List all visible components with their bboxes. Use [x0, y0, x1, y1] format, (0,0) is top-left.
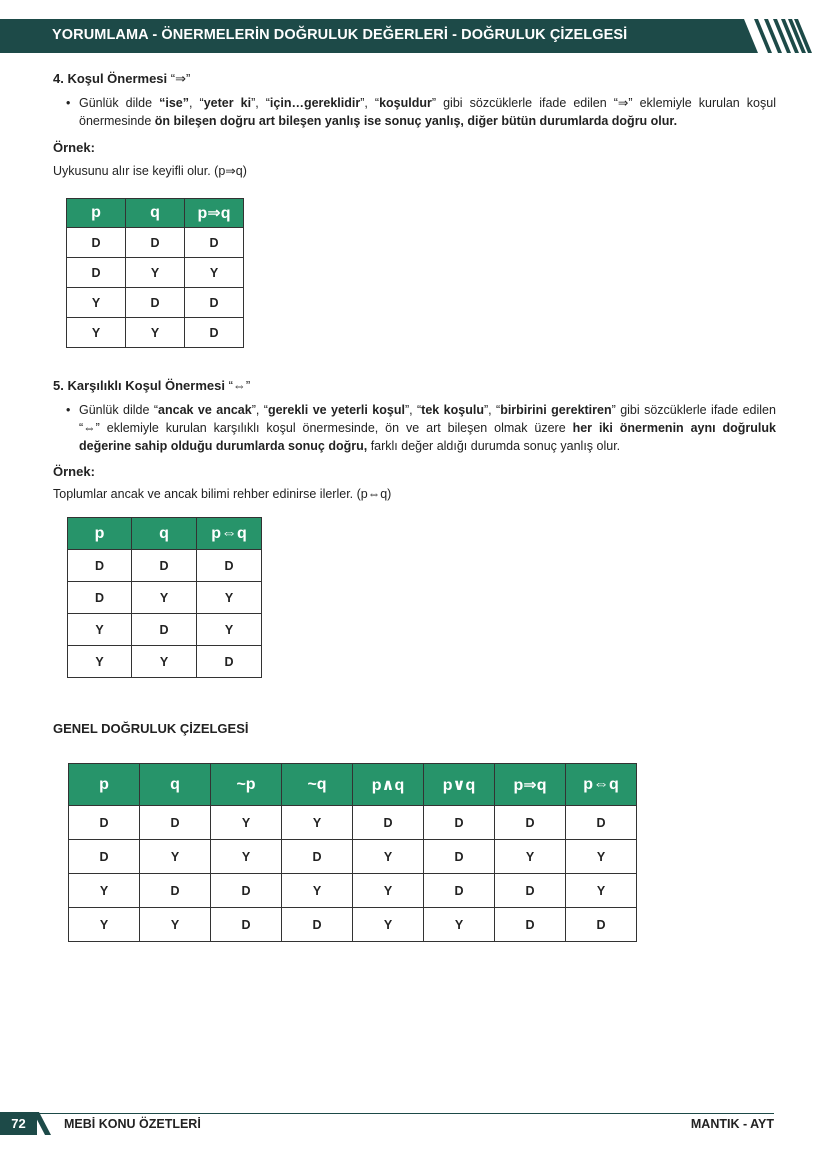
table-cell: D	[566, 908, 637, 942]
table-cell: D	[495, 806, 566, 840]
table-cell: Y	[197, 614, 262, 646]
bullet-bold-segment: her iki önermenin aynı doğruluk değerine sahip olduğu durumlarda sonuç doğru,	[79, 421, 776, 453]
section4-truth-table	[66, 198, 244, 348]
header-title: YORUMLAMA - ÖNERMELERİN DOĞRULUK DEĞERLERİ - DOĞRULUK ÇİZELGESİ	[52, 27, 628, 43]
bullet-segment: ”, “	[404, 403, 422, 417]
section5-title	[53, 378, 250, 393]
table-header-row	[68, 518, 262, 550]
table-cell: Y	[282, 806, 353, 840]
table-cell: D	[132, 550, 197, 582]
section4-bullet-text	[79, 94, 776, 130]
column-header: p∨q	[424, 764, 495, 806]
column-header: ~p	[211, 764, 282, 806]
table-cell: Y	[69, 908, 140, 942]
column-header: p	[67, 199, 126, 228]
page-number: 72	[0, 1112, 37, 1135]
table-row	[69, 908, 637, 942]
table-cell: Y	[67, 318, 126, 348]
footer-series-title: MEBİ KONU ÖZETLERİ	[64, 1117, 201, 1131]
footer-rule	[38, 1113, 774, 1114]
table-cell: D	[140, 874, 211, 908]
table-row	[68, 646, 262, 678]
column-header: p∧q	[353, 764, 424, 806]
footer-subject: MANTIK - AYT	[690, 1117, 774, 1131]
table-cell: Y	[211, 840, 282, 874]
bullet-segment: , “	[189, 96, 204, 110]
section4-example-label: Örnek:	[53, 140, 95, 155]
column-header: ~q	[282, 764, 353, 806]
bullet-bold-segment: yeter ki	[203, 96, 252, 110]
table-header-row	[67, 199, 244, 228]
table-row	[69, 806, 637, 840]
table-cell: Y	[67, 288, 126, 318]
section5-symbol: “⇔”	[228, 378, 251, 393]
table-cell: D	[353, 806, 424, 840]
table-cell: D	[126, 288, 185, 318]
table-cell: D	[67, 228, 126, 258]
column-header: p	[69, 764, 140, 806]
table-cell: Y	[353, 840, 424, 874]
table-cell: Y	[353, 908, 424, 942]
table-row	[67, 288, 244, 318]
table-cell: D	[197, 646, 262, 678]
table-cell: D	[282, 908, 353, 942]
bullet-segment: ” gibi sözcüklerle ifade edilen “⇔” eklemiyle kurulan karşılıklı koşul önermesinde, ön ve art bileşen olmak üzere	[79, 403, 776, 435]
table-cell: D	[185, 288, 244, 318]
section5-example-text: Toplumlar ancak ve ancak bilimi rehber edinirse ilerler. (p⇔q)	[53, 487, 392, 501]
table-cell: D	[185, 318, 244, 348]
table-cell: D	[424, 806, 495, 840]
general-truth-table	[68, 763, 637, 942]
section4-symbol: “⇒”	[170, 71, 191, 86]
table-cell: D	[140, 806, 211, 840]
table-row	[67, 318, 244, 348]
footer-slant-decoration	[33, 1112, 57, 1135]
bullet-bold-segment: “ise”	[159, 96, 190, 110]
column-header: q	[132, 518, 197, 550]
column-header: q	[140, 764, 211, 806]
general-title: GENEL DOĞRULUK ÇİZELGESİ	[53, 721, 249, 736]
table-cell: D	[495, 874, 566, 908]
column-header: p	[68, 518, 132, 550]
table-cell: D	[185, 228, 244, 258]
bullet-segment: Günlük dilde	[79, 96, 160, 110]
table-cell: Y	[132, 582, 197, 614]
table-cell: Y	[126, 258, 185, 288]
bullet-bold-segment: için…gereklidir	[269, 96, 361, 110]
table-cell: Y	[197, 582, 262, 614]
bullet-segment: ”, “	[483, 403, 501, 417]
bullet-dot: •	[66, 403, 71, 417]
table-cell: D	[126, 228, 185, 258]
section4-example-text: Uykusunu alır ise keyifli olur. (p⇒q)	[53, 164, 247, 178]
table-row	[68, 614, 262, 646]
table-row	[69, 874, 637, 908]
table-cell: Y	[424, 908, 495, 942]
bullet-segment: farklı değer aldığı durumda sonuç yanlış olur.	[367, 439, 621, 453]
table-cell: D	[67, 258, 126, 288]
bullet-segment: ”, “	[360, 96, 380, 110]
table-cell: Y	[140, 908, 211, 942]
column-header: p⇒q	[185, 199, 244, 228]
table-cell: Y	[68, 614, 132, 646]
table-row	[68, 550, 262, 582]
table-cell: D	[68, 582, 132, 614]
table-cell: D	[68, 550, 132, 582]
table-cell: Y	[495, 840, 566, 874]
column-header: p⇔q	[566, 764, 637, 806]
table-cell: D	[424, 840, 495, 874]
table-cell: D	[69, 840, 140, 874]
bullet-bold-segment: tek koşulu	[421, 403, 484, 417]
table-cell: D	[132, 614, 197, 646]
table-cell: D	[282, 840, 353, 874]
bullet-bold-segment: birbirini gerektiren	[500, 403, 612, 417]
table-cell: Y	[566, 840, 637, 874]
table-row	[69, 840, 637, 874]
bullet-bold-segment: ancak ve ancak	[158, 403, 252, 417]
table-header-row	[69, 764, 637, 806]
table-cell: Y	[282, 874, 353, 908]
table-cell: Y	[185, 258, 244, 288]
bullet-bold-segment: ön bileşen doğru art bileşen yanlış ise sonuç yanlış, diğer bütün durumlarda doğru olur.	[154, 114, 678, 128]
column-header: q	[126, 199, 185, 228]
column-header: p⇒q	[495, 764, 566, 806]
bullet-dot: •	[66, 96, 71, 110]
header-stripes-decoration	[738, 19, 828, 53]
table-row	[67, 228, 244, 258]
bullet-bold-segment: gerekli ve yeterli koşul	[267, 403, 405, 417]
section4-title-text: 4. Koşul Önermesi	[53, 71, 168, 86]
table-cell: D	[197, 550, 262, 582]
column-header: p⇔q	[197, 518, 262, 550]
section4-title	[53, 71, 190, 87]
table-cell: Y	[211, 806, 282, 840]
page-header	[0, 19, 828, 53]
section4-bullet	[66, 94, 776, 130]
table-cell: Y	[566, 874, 637, 908]
section5-truth-table	[67, 517, 262, 678]
table-cell: Y	[68, 646, 132, 678]
table-cell: Y	[69, 874, 140, 908]
table-cell: D	[211, 908, 282, 942]
bullet-bold-segment: koşuldur	[379, 96, 432, 110]
table-cell: Y	[353, 874, 424, 908]
table-cell: Y	[132, 646, 197, 678]
table-cell: D	[424, 874, 495, 908]
table-cell: D	[69, 806, 140, 840]
section5-bullet	[66, 401, 776, 455]
section5-example-label: Örnek:	[53, 464, 95, 479]
table-cell: D	[211, 874, 282, 908]
table-cell: D	[495, 908, 566, 942]
section5-bullet-text	[79, 401, 776, 455]
section5-title-text: 5. Karşılıklı Koşul Önermesi	[53, 378, 225, 393]
table-cell: D	[566, 806, 637, 840]
table-row	[68, 582, 262, 614]
bullet-segment: ”, “	[251, 403, 268, 417]
table-cell: Y	[140, 840, 211, 874]
table-row	[67, 258, 244, 288]
bullet-segment: ” gibi sözcüklerle ifade edilen “⇒” eklemiyle kurulan koşul önermesinde	[79, 96, 776, 128]
bullet-segment: Günlük dilde “	[79, 403, 159, 417]
bullet-segment: ”, “	[251, 96, 270, 110]
table-cell: Y	[126, 318, 185, 348]
